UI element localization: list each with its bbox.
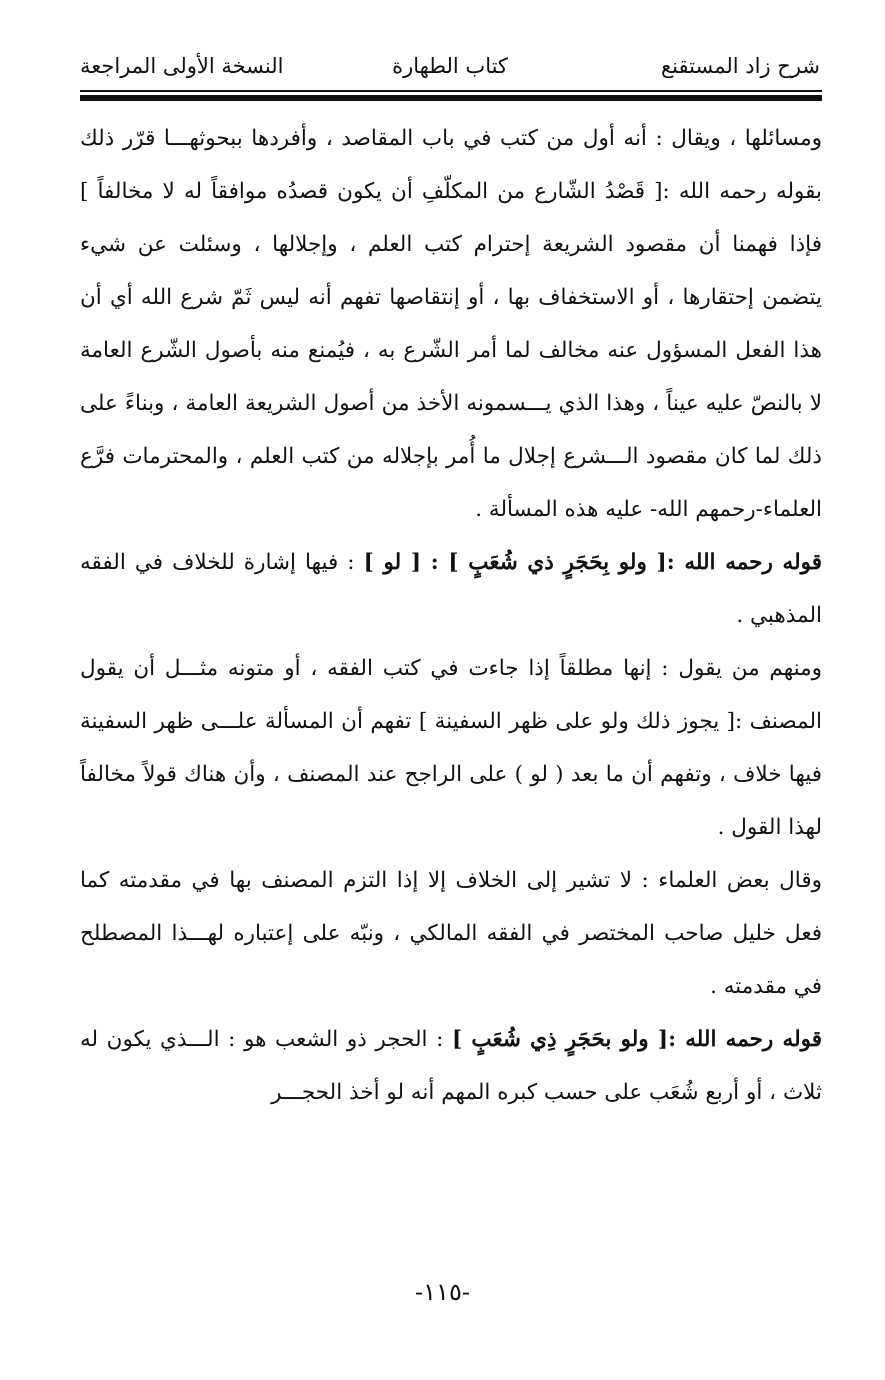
paragraph-2-text: : فيها إشارة للخلاف في الفقه المذهبي . xyxy=(80,550,822,628)
header-rule-thin xyxy=(80,90,822,92)
paragraph-5-text: : الحجر ذو الشعب هو : الـــذي يكون له ثلاث ، أو أربع شُعَب على حسب كبره المهم أنه لو أخذ الحجـــر xyxy=(80,1027,822,1105)
paragraph-4-text: وقال بعض العلماء : لا تشير إلى الخلاف إلا إذا التزم المصنف بها في مقدمته كما فعل خليل صاحب المختصر في الفقه المالكي ، ونبّه على إعتباره لهـــذا المصطلح في مقدمته . xyxy=(80,868,822,999)
paragraph-4 xyxy=(80,854,822,1013)
paragraph-1 xyxy=(80,112,822,536)
page-number: -١١٥- xyxy=(415,1278,470,1306)
body-text xyxy=(80,112,822,1119)
paragraph-2 xyxy=(80,536,822,642)
header-chapter: كتاب الطهارة xyxy=(392,54,508,78)
paragraph-5-lead: قوله رحمه الله :[ ولو بحَجَرٍ ذِي شُعَبٍ ] xyxy=(451,1027,823,1052)
header-rule-thick xyxy=(80,95,822,101)
header-book-title: شرح زاد المستقنع xyxy=(661,54,820,78)
header-edition: النسخة الأولى المراجعة xyxy=(80,54,284,78)
paragraph-2-lead: قوله رحمه الله :[ ولو بِحَجَرٍ ذي شُعَبٍ ] : [ لو ] xyxy=(363,550,822,575)
paragraph-5 xyxy=(80,1013,822,1119)
paragraph-3-text: ومنهم من يقول : إنها مطلقاً إذا جاءت في كتب الفقه ، أو متونه مثـــل أن يقول المصنف :[ يجوز ذلك ولو على ظهر السفينة ] تفهم أن المسألة علـــى ظهر السفينة فيها خلاف ، وتفهم أن ما بعد ( لو ) على الراجح عند المصنف ، وأن هناك قولاً مخالفاً لهذا القول . xyxy=(80,656,822,840)
running-header xyxy=(80,48,820,88)
paragraph-1-text: ومسائلها ، ويقال : أنه أول من كتب في باب المقاصد ، وأفردها ببحوثهـــا قرّر ذلك بقوله رحمه الله :[ قَصْدُ الشّارع من المكلّفِ أن يكون قصدُه موافقاً له لا مخالفاً ] فإذا فهمنا أن مقصود الشريعة إحترام كتب العلم ، وإجلالها ، وسئلت عن شيء يتضمن إحتقارها ، أو الاستخفاف بها ، أو إنتقاصها تفهم أنه ليس ثَمّ شرع الله أي أن هذا الفعل المسؤول عنه مخالف لما أمر الشّرع به ، فيُمنع منه بأصول الشّرع العامة لا بالنصّ عليه عيناً ، وهذا الذي يـــسمونه الأخذ من أصول الشريعة العامة ، وبناءً على ذلك لما كان مقصود الـــشرع إجلال ما أُمر بإجلاله من كتب العلم ، والمحترمات فرَّع العلماء-رحمهم الله- عليه هذه المسألة . xyxy=(80,126,822,522)
paragraph-3 xyxy=(80,642,822,854)
